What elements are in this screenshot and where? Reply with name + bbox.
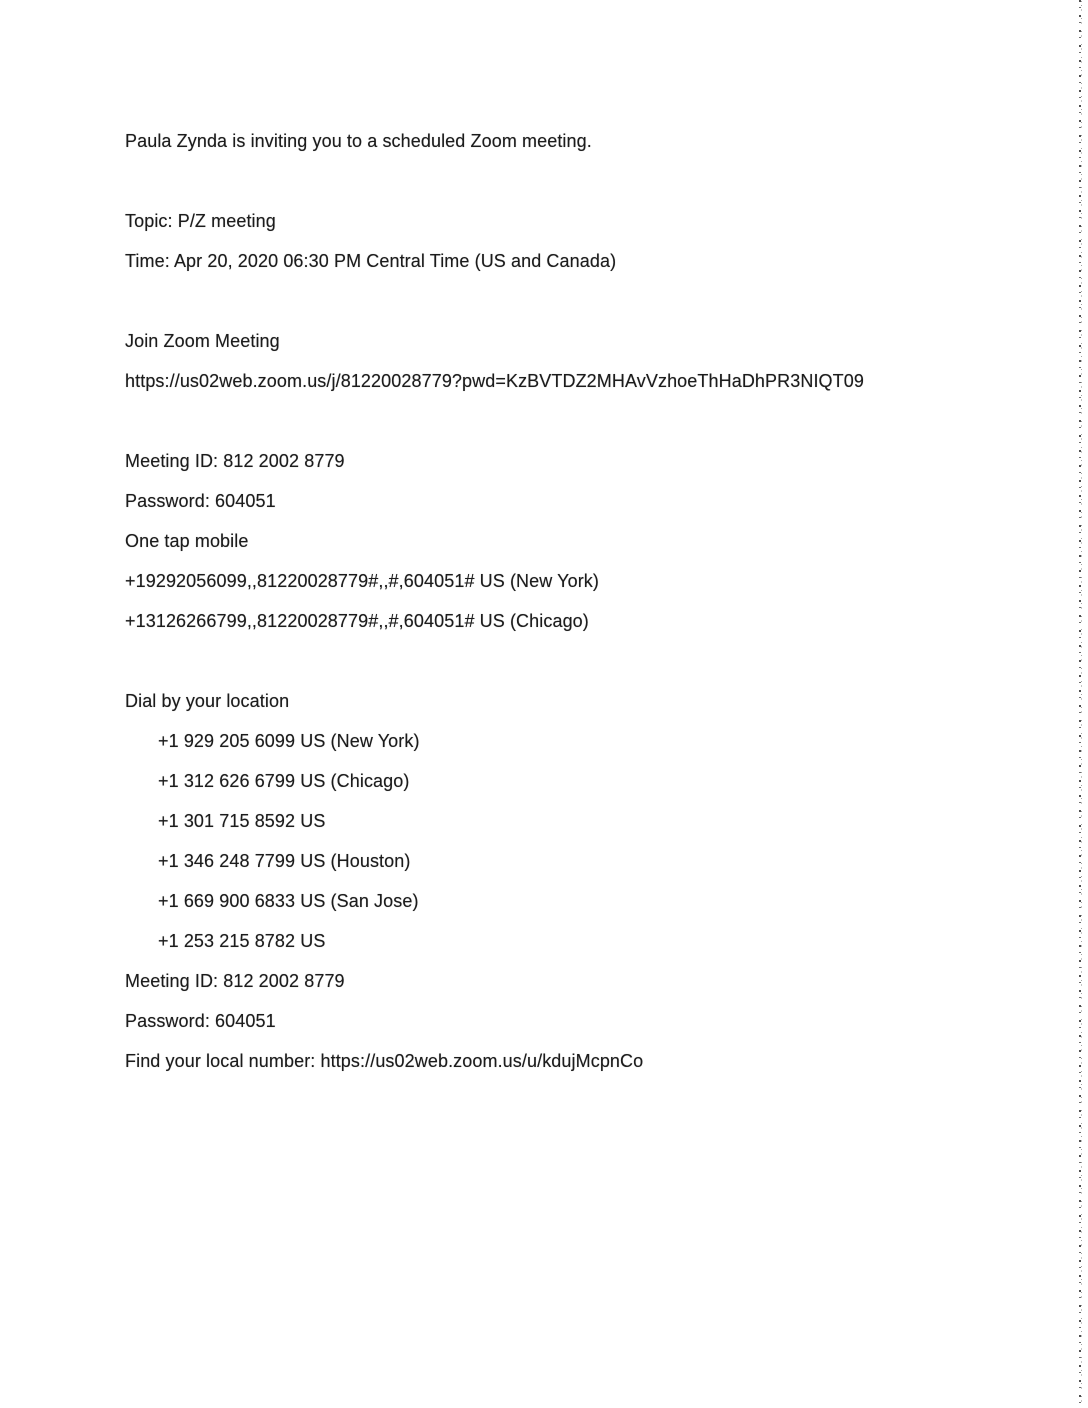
find-local-number-line: Find your local number: https://us02web.zoom.us/u/kdujMcpnCo: [125, 1051, 644, 1071]
invitation-body: [125, 121, 1025, 1081]
one-tap-number: +13126266799,,81220028779#,,#,604051# US (Chicago): [125, 611, 589, 631]
dial-number: +1 929 205 6099 US (New York): [158, 731, 420, 751]
join-zoom-heading: Join Zoom Meeting: [125, 331, 280, 351]
join-zoom-url: https://us02web.zoom.us/j/81220028779?pwd=KzBVTDZ2MHAvVzhoeThHaDhPR3NIQT09: [125, 371, 864, 391]
one-tap-mobile-heading: One tap mobile: [125, 531, 249, 551]
scan-noise-edge: [1078, 0, 1082, 1408]
topic-line: Topic: P/Z meeting: [125, 211, 276, 231]
dial-number: +1 346 248 7799 US (Houston): [158, 851, 411, 871]
dial-number: +1 312 626 6799 US (Chicago): [158, 771, 410, 791]
dial-number: +1 253 215 8782 US: [158, 931, 326, 951]
one-tap-number: +19292056099,,81220028779#,,#,604051# US (New York): [125, 571, 599, 591]
meeting-id-line: Meeting ID: 812 2002 8779: [125, 451, 345, 471]
dial-number: +1 301 715 8592 US: [158, 811, 326, 831]
time-line: Time: Apr 20, 2020 06:30 PM Central Time (US and Canada): [125, 251, 617, 271]
dial-by-location-heading: Dial by your location: [125, 691, 290, 711]
dial-number: +1 669 900 6833 US (San Jose): [158, 891, 419, 911]
invite-intro-text: Paula Zynda is inviting you to a scheduled Zoom meeting.: [125, 131, 592, 151]
password-footer-line: Password: 604051: [125, 1011, 276, 1031]
meeting-id-footer-line: Meeting ID: 812 2002 8779: [125, 971, 345, 991]
password-line: Password: 604051: [125, 491, 276, 511]
